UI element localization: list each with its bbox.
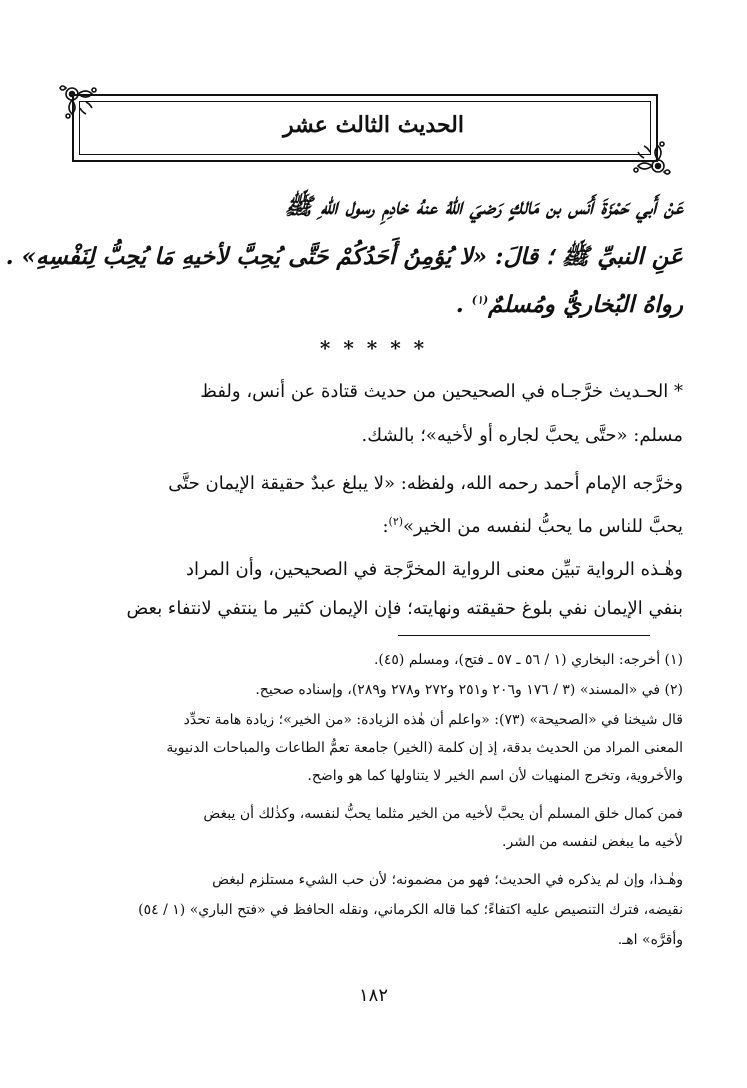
footnote-separator (398, 635, 650, 636)
footnote-ref: (١) (471, 293, 489, 307)
section-divider: * * * * * (319, 336, 428, 360)
body-punct: : (382, 516, 389, 537)
footnote-ref: (٢) (388, 515, 404, 528)
footnote-line: وهٰـذا، وإن لم يذكره في الحديث؛ فهو من مضمونه؛ لأن حب الشيء مستلزم لبغض (212, 872, 683, 888)
footnote-line: المعنى المراد من الحديث بدقة، إذ إن كلمة (الخير) جامعة تعمُّ الطاعات والمباحات الدنيوية (166, 740, 683, 756)
body-text: يحبَّ للناس ما يحبُّ لنفسه من الخير» (403, 516, 683, 537)
body-line: وخرَّجه الإمام أحمد رحمه الله، ولفظه: «لا يبلغ عبدٌ حقيقة الإيمان حتَّى (168, 473, 683, 494)
hadith-line: عَنِ النبيِّ ﷺ ؛ قالَ: «لا يُؤمِنُ أَحَدُكُمْ حَتَّى يُحِبَّ لأخيهِ مَا يُحِبُّ لِنَفْسِهِ» . (5, 243, 683, 270)
body-line: مسلم: «حتَّى يحبَّ لجاره أو لأخيه»؛ بالشك. (361, 425, 683, 446)
footnote: (٢) في «المسند» (٣ / ١٧٦ و٢٠٦ و٢٥١ و٢٧٢ و٢٧٨ و٢٨٩)، وإسناده صحيح. (255, 682, 683, 698)
footnote-line: نقيضه، فترك التنصيص عليه اكتفاءً؛ كما قاله الكرماني، ونقله الحافظ في «فتح الباري» (١ / ٥٤) (138, 902, 683, 918)
hadith-narration: رواهُ البُخاريُّ ومُسلمٌ$^{(١)}$ . (455, 291, 683, 318)
page-number: ١٨٢ (358, 985, 388, 1006)
footnote-line: فمن كمال خلق المسلم أن يحبَّ لأخيه من الخير مثلما يحبُّ لنفسه، وكذٰلك أن يبغض (203, 806, 683, 822)
page-title: الحديث الثالث عشر (283, 112, 464, 138)
body-line: وهٰـذه الرواية تبيِّن معنى الرواية المخرَّجة في الصحيحين، وأن المراد (186, 559, 683, 580)
body-line (60, 515, 683, 538)
footnote-line: وأقرَّه» اهـ. (617, 932, 683, 948)
narration-text: رواهُ البُخاريُّ ومُسلمٌ (488, 291, 683, 318)
body-line: * الحـديث خرَّجـاه في الصحيحين من حديث قتادة عن أنس، ولفظ (200, 381, 683, 402)
footnote-line: لأخيه ما يبغض لنفسه من الشر. (502, 834, 683, 850)
footnote-line: والأخروية، وتخرج المنهيات لأن اسم الخير لا يتناولها كما هو واضح. (307, 768, 683, 784)
hadith-line: عَنْ أَبي حَمْزَةَ أَنَس بن مَالكٍ رَضيَ اللهُ عنهُ خادِمِ رسول اللهِ ﷺ (284, 193, 683, 220)
footnote-line: قال شيخنا في «الصحيحة» (٧٣): «واعلم أن هٰذه الزيادة: «من الخير»؛ زيادة هامة تحدِّد (183, 712, 683, 728)
corner-ornament-icon (626, 134, 672, 180)
body-line: بنفي الإيمان نفي بلوغ حقيقته ونهايته؛ فإن الإيمان كثير ما ينتفي لانتفاء بعض (126, 598, 683, 619)
footnote: (١) أخرجه: البخاري (١ / ٥٦ ـ ٥٧ ـ فتح)، ومسلم (٤٥). (373, 652, 683, 668)
